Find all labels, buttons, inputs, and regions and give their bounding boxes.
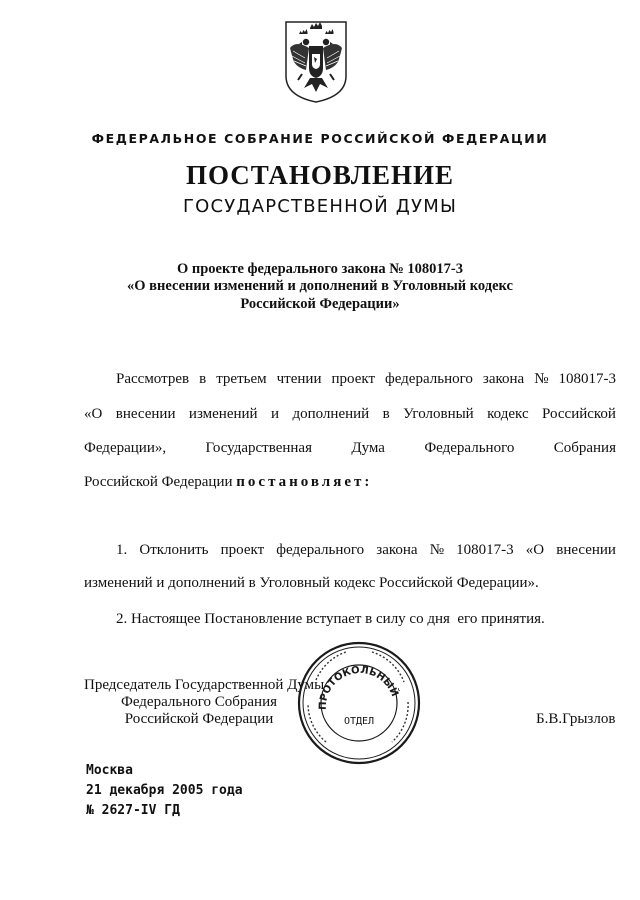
resolution-verb: постановляет:	[236, 474, 373, 490]
word: в	[199, 371, 207, 387]
document-type-title: ПОСТАНОВЛЕНИЕ	[185, 160, 455, 190]
word: Федерального	[424, 440, 515, 456]
preamble-line-3	[84, 440, 616, 457]
issue-city: Москва	[86, 763, 133, 778]
bill-title-line-2: «О внесении изменений и дополнений в Уголовный кодекс	[127, 278, 513, 294]
signer-name: Б.В.Грызлов	[536, 711, 616, 727]
chair-title-line-2: Федерального Собрания	[120, 694, 278, 710]
word: проект	[220, 542, 265, 558]
word: Рассмотрев	[116, 371, 190, 387]
word: 108017-3	[456, 542, 514, 558]
word: 1.	[116, 542, 128, 558]
word: и	[271, 406, 280, 422]
coat-of-arms-emblem	[282, 18, 350, 104]
decision-item-2: 2. Настоящее Постановление вступает в силу со дня его принятия.	[116, 611, 545, 627]
preamble-line-4-text: Российской Федерации	[84, 474, 233, 490]
chair-title-line-3: Российской Федерации	[124, 711, 274, 727]
preamble-line-2	[84, 406, 616, 423]
word: кодекс	[487, 406, 529, 422]
svg-text:ПРОТОКОЛЬНЫЙ	[318, 665, 402, 710]
word: Уголовный	[403, 406, 474, 422]
issue-date: 21 декабря 2005 года	[86, 783, 243, 798]
word: внесении	[115, 406, 176, 422]
chair-title-line-1: Председатель Государственной Думы	[84, 677, 325, 693]
bill-title-line-3: Российской Федерации»	[240, 296, 400, 312]
word: изменений	[188, 406, 258, 422]
word: Федерации»,	[84, 440, 167, 456]
decision-item-1-line-2: изменений и дополнений в Уголовный кодекс Российской Федерации».	[84, 575, 539, 591]
stamp-arc-text: ПРОТОКОЛЬНЫЙ	[317, 664, 400, 711]
word: Российской	[542, 406, 616, 422]
resolution-number: № 2627-IV ГД	[86, 803, 180, 818]
word: 108017-3	[558, 371, 616, 387]
word: Государственная	[205, 440, 312, 456]
decision-item-1-line-1	[116, 542, 616, 559]
word: третьем	[216, 371, 267, 387]
word: Отклонить	[139, 542, 209, 558]
word: закона	[482, 371, 525, 387]
word: в	[382, 406, 390, 422]
word: «О	[84, 406, 103, 422]
word: закона	[376, 542, 418, 558]
word: дополнений	[292, 406, 370, 422]
word: №	[429, 542, 445, 558]
bill-title-line-1: О проекте федерального закона № 108017-3	[176, 261, 464, 277]
parliament-name: ФЕДЕРАЛЬНОЕ СОБРАНИЕ РОССИЙСКОЙ ФЕДЕРАЦИИ	[91, 131, 549, 146]
word: федерального	[276, 542, 365, 558]
official-stamp	[296, 640, 422, 766]
preamble-line-4	[84, 474, 372, 491]
word: внесении	[556, 542, 616, 558]
word: Дума	[351, 440, 385, 456]
stamp-center-text: ОТДЕЛ	[343, 716, 375, 727]
word: «О	[525, 542, 545, 558]
preamble-line-1	[116, 371, 616, 388]
word: федерального	[385, 371, 473, 387]
word: Собрания	[553, 440, 616, 456]
issuing-body-subtitle: ГОСУДАРСТВЕННОЙ ДУМЫ	[182, 196, 458, 217]
word: №	[534, 371, 549, 387]
word: чтении	[276, 371, 322, 387]
word: проект	[331, 371, 375, 387]
